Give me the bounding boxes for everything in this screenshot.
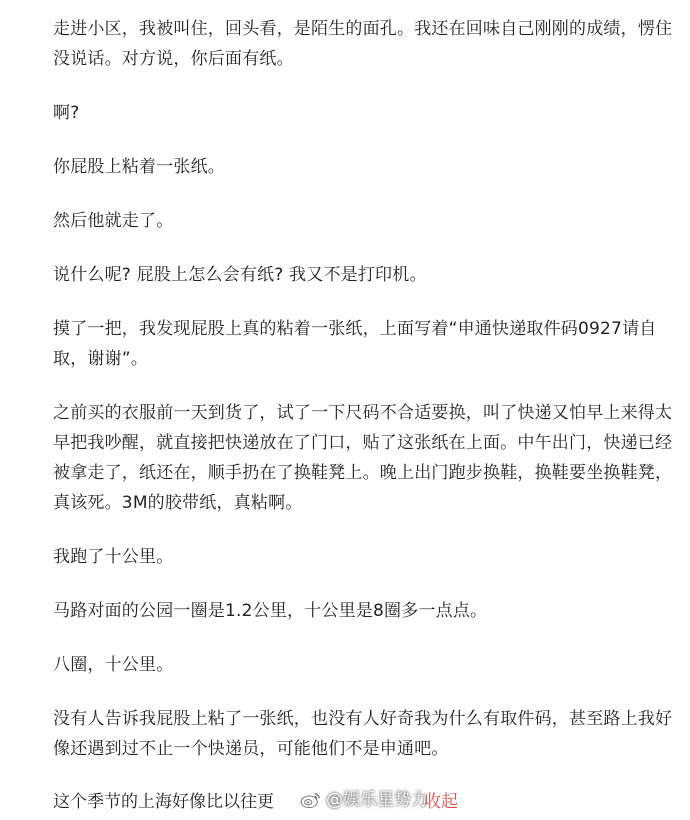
- paragraph-11: 没有人告诉我屁股上粘了一张纸，也没有人好奇我为什么有取件码，甚至路上我好像还遇到过不止一个快递员，可能他们不是申通吧。: [53, 709, 673, 759]
- watermark-text: @娱乐星势力: [326, 790, 428, 810]
- paragraph-8: 我跑了十公里。: [53, 547, 174, 567]
- paragraph-6: 摸了一把，我发现屁股上真的粘着一张纸，上面写着“申通快递取件码0927请自取，谢谢”。: [53, 319, 657, 369]
- paragraph-5: 说什么呢? 屁股上怎么会有纸? 我又不是打印机。: [53, 265, 427, 285]
- article-body: [53, 14, 681, 788]
- paragraph-10: 八圈，十公里。: [53, 655, 174, 675]
- weibo-icon: [300, 791, 322, 809]
- paragraph-2: 啊?: [53, 103, 80, 123]
- watermark: [300, 786, 428, 814]
- last-paragraph-text: 这个季节的上海好像比以往更: [53, 792, 274, 812]
- paragraph-3: 你屁股上粘着一张纸。: [53, 157, 225, 177]
- paragraph-1: 走进小区，我被叫住，回头看，是陌生的面孔。我还在回味自己刚刚的成绩，愣住没说话。对方说，你后面有纸。: [53, 19, 673, 69]
- paragraph-9: 马路对面的公园一圈是1.2公里，十公里是8圈多一点点。: [53, 601, 488, 621]
- paragraph-4: 然后他就走了。: [53, 211, 174, 231]
- paragraph-7: 之前买的衣服前一天到货了，试了一下尺码不合适要换，叫了快递又怕早上来得太早把我吵醒，就直接把快递放在了门口，贴了这张纸在上面。中午出门，快递已经被拿走了，纸还在，顺手扔在了换鞋凳上。晚上出门跑步换鞋，换鞋要坐换鞋凳，真该死。3M的胶带纸，真粘啊。: [53, 403, 673, 513]
- collapse-link[interactable]: 收起: [424, 792, 458, 812]
